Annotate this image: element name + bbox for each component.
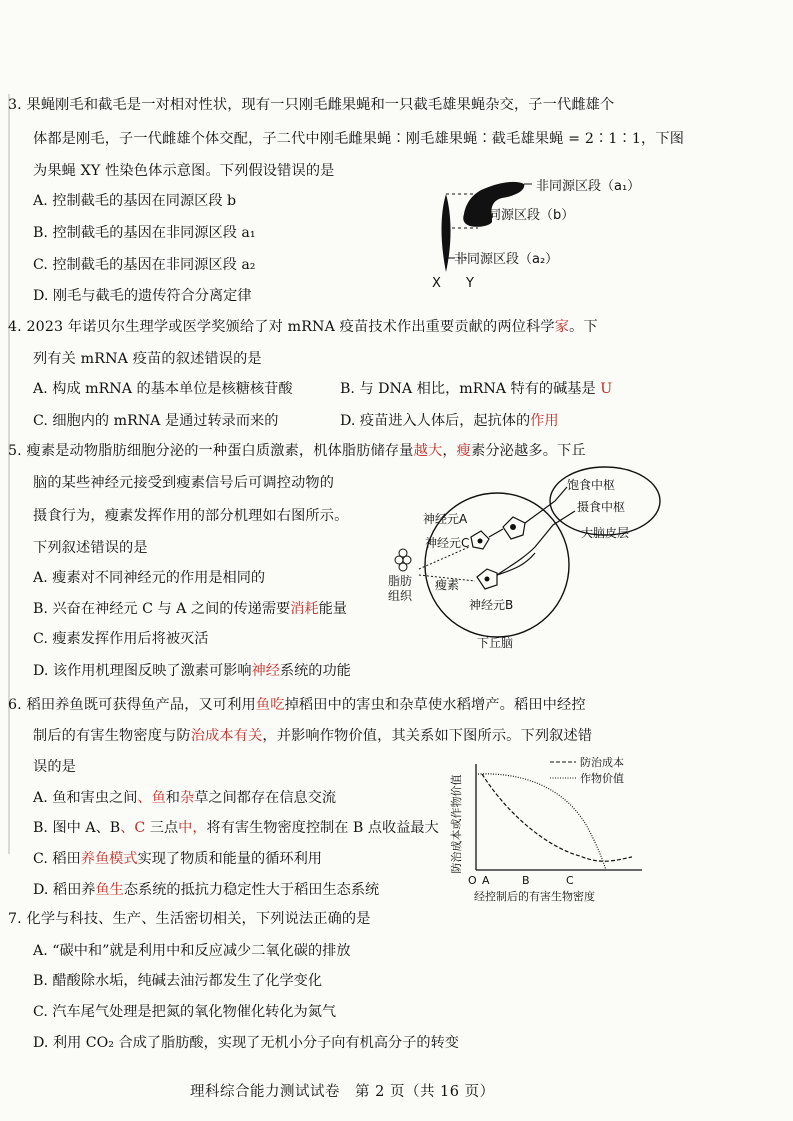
q3-option-c: C. 控制截毛的基因在非同源区段 a₂ — [33, 257, 256, 273]
q6-stem-line1: 6. 稻田养鱼既可获得鱼产品，又可利用鱼吃掉稻田中的害虫和杂草使水稻增产。稻田中经控 — [8, 697, 586, 713]
q4-option-b: B. 与 DNA 相比，mRNA 特有的碱基是 U — [340, 381, 613, 397]
q5-stem-line4: 下列叙述错误的是 — [33, 540, 148, 556]
cost-value-chart — [450, 752, 650, 904]
q6-option-d: D. 稻田养鱼生态系统的抵抗力稳定性大于稻田生态系统 — [33, 882, 380, 898]
q7-option-c: C. 汽车尾气处理是把氮的氧化物催化转化为氮气 — [33, 1004, 337, 1020]
satiety-center-label: 饱食中枢 — [567, 478, 616, 492]
q6-stem-line2: 制后的有害生物密度与防治成本有关，并影响作物价值，其关系如下图所示。下列叙述错 — [33, 728, 593, 744]
cortex-label: 大脑皮层 — [581, 526, 630, 540]
q3-option-a: A. 控制截毛的基因在同源区段 b — [33, 193, 237, 209]
chart-xlabel: 经控制后的有害生物密度 — [474, 890, 595, 903]
tick-c: C — [566, 874, 574, 887]
q6-option-a: A. 鱼和害虫之间、鱼和杂草之间都存在信息交流 — [33, 790, 337, 806]
scan-edge — [8, 94, 10, 854]
fat-label-2: 组织 — [388, 589, 413, 603]
legend-value: 作物价值 — [580, 772, 624, 785]
q4-stem-line2: 列有关 mRNA 疫苗的叙述错误的是 — [33, 351, 262, 367]
q3-stem-line1: 3. 果蝇刚毛和截毛是一对相对性状，现有一只刚毛雌果蝇和一只截毛雄果蝇杂交，子一代雌雄个 — [8, 97, 615, 113]
feeding-center-label: 摄食中枢 — [577, 500, 626, 514]
tick-b: B — [522, 874, 530, 887]
x-chromosome — [442, 194, 451, 272]
label-b: 同源区段（b） — [488, 208, 575, 223]
q5-stem-line3: 摄食行为，瘦素发挥作用的部分机理如右图所示。 — [33, 508, 349, 524]
tick-o: O — [468, 874, 477, 887]
legend-cost: 防治成本 — [580, 756, 624, 769]
q3-stem-line3: 为果蝇 XY 性染色体示意图。下列假设错误的是 — [33, 163, 335, 179]
q7-option-d: D. 利用 CO₂ 合成了脂肪酸，实现了无机小分子向有机高分子的转变 — [33, 1035, 459, 1051]
leptin-mechanism-figure — [385, 465, 675, 650]
q4-option-a: A. 构成 mRNA 的基本单位是核糖核苷酸 — [33, 381, 293, 397]
q4-option-c: C. 细胞内的 mRNA 是通过转录而来的 — [33, 413, 279, 429]
q5-option-c: C. 瘦素发挥作用后将被灭活 — [33, 631, 209, 647]
label-a2: 非同源区段（a₂） — [454, 252, 559, 267]
q3-option-d: D. 刚毛与截毛的遗传符合分离定律 — [33, 288, 252, 304]
q7-option-b: B. 醋酸除水垢，纯碱去油污都发生了化学变化 — [33, 973, 323, 989]
q3-stem-line2: 体都是刚毛，子一代雌雄个体交配，子二代中刚毛雌果蝇∶刚毛雄果蝇∶截毛雄果蝇 = 2∶1∶1，下图 — [33, 131, 685, 147]
fat-label-1: 脂肪 — [388, 574, 413, 588]
leptin-label: 瘦素 — [435, 578, 460, 592]
q5-option-b: B. 兴奋在神经元 C 与 A 之间的传递需要消耗能量 — [33, 601, 347, 617]
q7-stem: 7. 化学与科技、生产、生活密切相关，下列说法正确的是 — [8, 911, 371, 927]
q6-option-b: B. 图中 A、B、C 三点中，将有害生物密度控制在 B 点收益最大 — [33, 820, 439, 836]
q4-option-d: D. 疫苗进入人体后，起抗体的作用 — [340, 413, 559, 429]
q5-stem-line1: 5. 瘦素是动物脂肪细胞分泌的一种蛋白质激素，机体脂肪储存量越大，瘦素分泌越多。下丘 — [8, 443, 586, 459]
q7-option-a: A. “碳中和”就是利用中和反应减少二氧化碳的排放 — [33, 943, 351, 959]
neuron-a-label: 神经元A — [423, 512, 468, 526]
neuron-c-label: 神经元C — [425, 536, 470, 550]
series-value-line — [478, 774, 606, 870]
page-footer: 理科综合能力测试试卷 第 2 页（共 16 页） — [190, 1084, 495, 1100]
neuron-b-label: 神经元B — [469, 598, 514, 612]
label-a1: 非同源区段（a₁） — [536, 179, 641, 194]
q6-option-c: C. 稻田养鱼模式实现了物质和能量的循环利用 — [33, 851, 322, 867]
q5-option-a: A. 瘦素对不同神经元的作用是相同的 — [33, 570, 266, 586]
q3-option-b: B. 控制截毛的基因在非同源区段 a₁ — [33, 225, 256, 241]
q4-stem-line1: 4. 2023 年诺贝尔生理学或医学奖颁给了对 mRNA 疫苗技术作出重要贡献的两位科学家。下 — [8, 319, 598, 335]
q6-stem-line3: 误的是 — [33, 759, 77, 775]
q5-stem-line2: 脑的某些神经元接受到瘦素信号后可调控动物的 — [33, 475, 335, 491]
tick-a: A — [482, 874, 490, 887]
label-y: Y — [466, 276, 474, 291]
label-x: X — [432, 276, 441, 291]
hypothalamus-label: 下丘脑 — [477, 636, 514, 650]
q5-option-d: D. 该作用机理图反映了激素可影响神经系统的功能 — [33, 663, 351, 679]
chart-ylabel: 防治成本或作物价值 — [450, 774, 463, 874]
series-cost-line — [482, 774, 632, 861]
xy-chromosome-figure — [420, 170, 740, 295]
